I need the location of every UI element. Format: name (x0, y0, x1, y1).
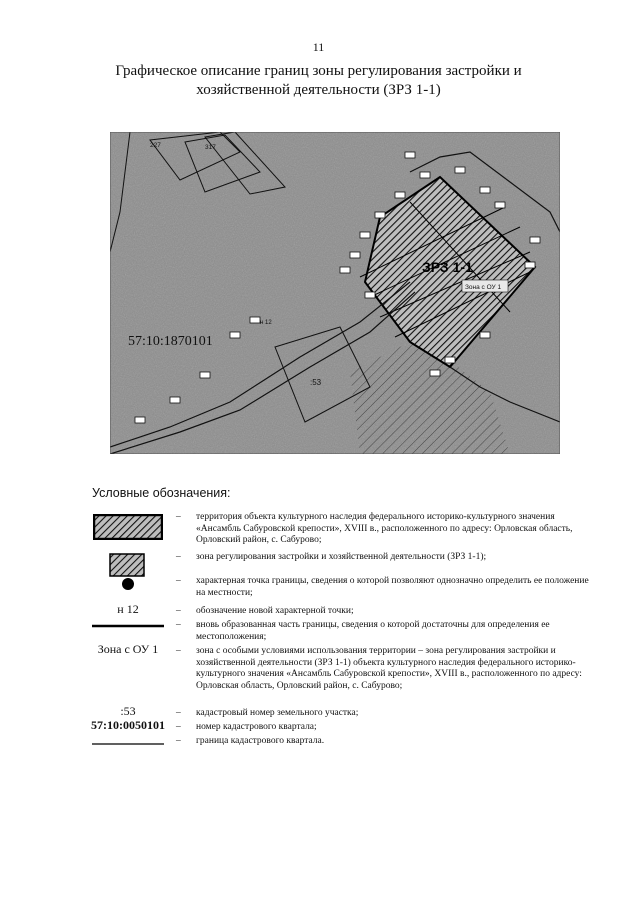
legend-symbol-new-boundary (90, 622, 166, 634)
legend-dash: – (176, 576, 181, 586)
map-label-227: 227 (150, 142, 161, 149)
thick-line-icon (90, 623, 166, 629)
legend-text: номер кадастрового квартала; (196, 722, 317, 732)
legend-symbol-new-point: н 12 (117, 602, 139, 616)
legend-symbol-quarter-boundary (90, 740, 166, 752)
thin-line-icon (90, 741, 166, 747)
legend-text: территория объекта культурного наследия федерального историко-культурного значения «Ансамбль Сабуровской крепости», XVIII в., расположенного по адресу: Орловская область, Орловский район, с. Сабурово; (196, 512, 573, 545)
legend-symbol-heritage-territory (90, 514, 166, 545)
legend-item (90, 718, 590, 736)
legend-item (90, 736, 590, 750)
legend-dash: – (176, 736, 181, 746)
legend-symbol-zone-label: Зона с ОУ 1 (97, 642, 159, 656)
legend-item (90, 602, 590, 620)
cadastral-map (110, 132, 560, 454)
legend-item (90, 512, 590, 554)
legend-item (90, 576, 590, 606)
dense-hatch-swatch-icon (93, 514, 163, 540)
map-svg (110, 132, 560, 454)
legend-symbol-quarter-number: 57:10:0050101 (91, 718, 165, 732)
legend-text: обозначение новой характерной точки; (196, 606, 354, 616)
legend-dash: – (176, 708, 181, 718)
legend-dash: – (176, 646, 181, 656)
legend-item (90, 620, 590, 646)
legend-dash: – (176, 620, 181, 630)
legend-text: зона с особыми условиями использования территории – зона регулирования застройки и хозяйственной деятельности (ЗРЗ 1-1) объекта культурного наследия федерального историко-культурного значения «Ансамбль Сабуровской крепости», XVIII в., расположенного по адресу: Орловская область, Орловский район, с. Сабурово; (196, 646, 582, 691)
legend-text: зона регулирования застройки и хозяйственной деятельности (ЗРЗ 1-1); (196, 552, 487, 562)
legend-text: граница кадастрового квартала. (196, 736, 325, 746)
map-label-zrz: ЗРЗ 1-1 (422, 259, 473, 275)
map-label-parcel-53: :53 (310, 378, 322, 387)
legend-dash: – (176, 552, 181, 562)
map-label-zone: Зона с ОУ 1 (465, 284, 502, 291)
title-line-2: хозяйственной деятельности (ЗРЗ 1-1) (196, 82, 441, 98)
page-number: 11 (312, 40, 325, 54)
legend-dash: – (176, 512, 181, 522)
legend-text: кадастровый номер земельного участка; (196, 708, 359, 718)
map-label-quarter: 57:10:1870101 (128, 334, 213, 349)
legend-symbol-point (90, 576, 166, 597)
title-line-1: Графическое описание границ зоны регулирования застройки и (115, 63, 522, 79)
light-hatch-swatch-icon (108, 552, 148, 578)
legend-text: характерная точка границы, сведения о которой позволяют однозначно определить ее положение на местности; (196, 576, 589, 598)
legend-item (90, 642, 590, 704)
map-label-317: 317 (205, 144, 216, 151)
map-label-point: н 12 (260, 320, 272, 326)
legend-symbol-parcel: :53 (120, 704, 136, 718)
legend-dash: – (176, 722, 181, 732)
legend-dash: – (176, 606, 181, 616)
legend-text: вновь образованная часть границы, сведения о которой достаточны для определения ее местоположения; (196, 620, 550, 642)
legend-heading: Условные обозначения: (92, 486, 231, 500)
page-title (60, 62, 577, 100)
filled-dot-icon (118, 576, 138, 592)
